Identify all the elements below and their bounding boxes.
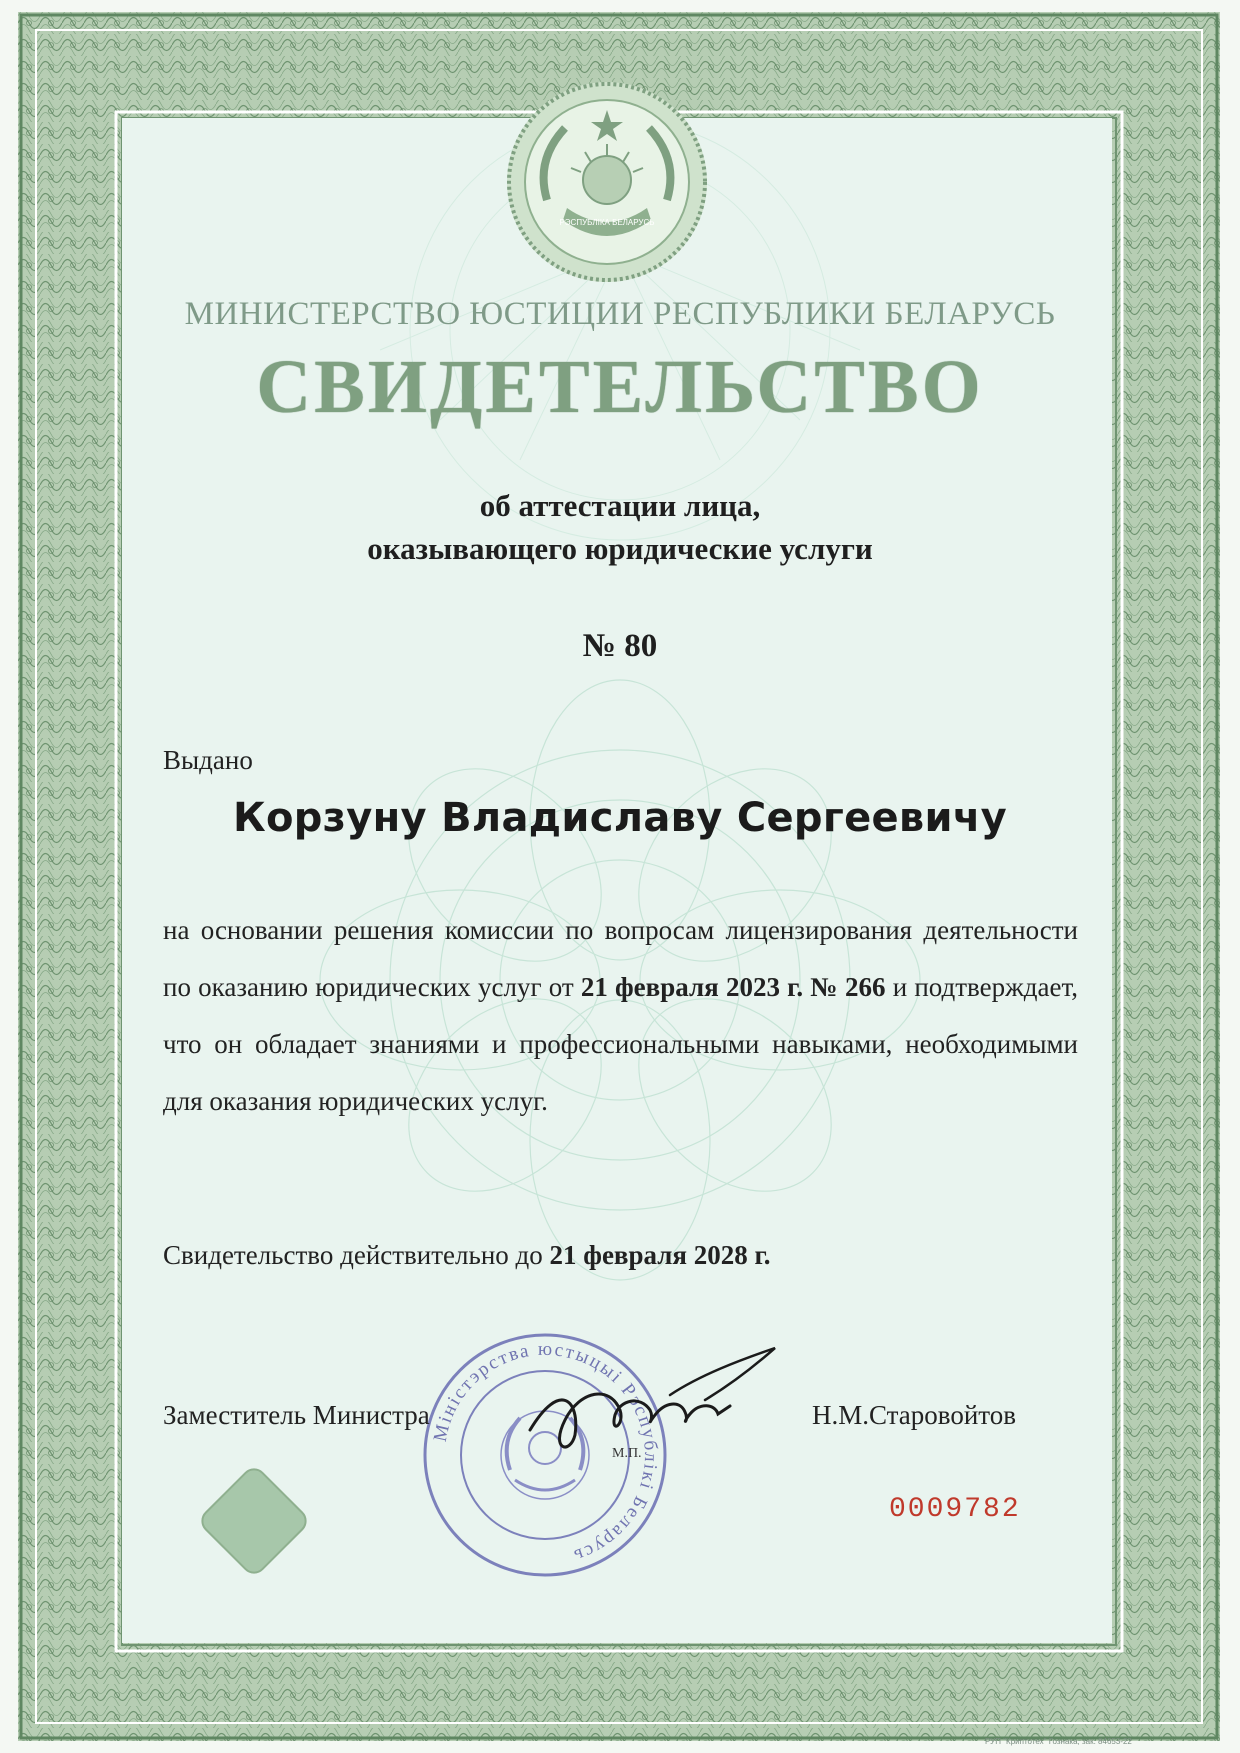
recipient-name: Корзуну Владиславу Сергеевичу: [232, 795, 1008, 841]
state-emblem-icon: [505, 80, 710, 285]
certificate-number: № 80: [582, 628, 658, 664]
handwritten-signature: [520, 1340, 790, 1460]
seal-text: Міністэрства юстыцыі Рэспублікі Беларусь: [429, 1338, 662, 1567]
printer-mark: РУП "Криптотех" Гознака, зак. 84653-22: [985, 1737, 1132, 1746]
validity-date: 21 февраля 2028 г.: [549, 1240, 771, 1270]
decision-number: № 266: [810, 972, 886, 1002]
signatory-name: Н.М.Старовойтов: [812, 1400, 1016, 1430]
signatory-position: Заместитель Министра: [163, 1400, 430, 1430]
issued-label: Выдано: [163, 745, 253, 775]
document-title: СВИДЕТЕЛЬСТВО: [256, 345, 984, 429]
ministry-name: МИНИСТЕРСТВО ЮСТИЦИИ РЕСПУБЛИКИ БЕЛАРУСЬ: [184, 296, 1056, 332]
subtitle-line-1: об аттестации лица,: [479, 488, 761, 523]
emblem-ribbon-text: РЭСПУБЛІКА БЕЛАРУСЬ: [559, 218, 655, 227]
serial-number: 0009782: [889, 1494, 1021, 1525]
decision-date: 21 февраля 2023 г.: [580, 972, 804, 1002]
certificate-body: [163, 902, 1078, 1130]
body-part-1: на основании решения комиссии по вопросам лицензирования деятельности по оказанию юридических услуг от: [163, 915, 1078, 1002]
body-part-2: и подтверждает, что он обладает знаниями и профессиональными навыками, необходимыми для оказания юридических услуг.: [163, 972, 1078, 1116]
document-subtitle: [0, 484, 1240, 570]
subtitle-line-2: оказывающего юридические услуги: [367, 531, 873, 566]
validity-statement: [163, 1240, 771, 1271]
seal-place-mark: М.П.: [612, 1446, 642, 1461]
hologram-sticker-icon: [195, 1462, 313, 1580]
validity-prefix: Свидетельство действительно до: [163, 1240, 550, 1270]
